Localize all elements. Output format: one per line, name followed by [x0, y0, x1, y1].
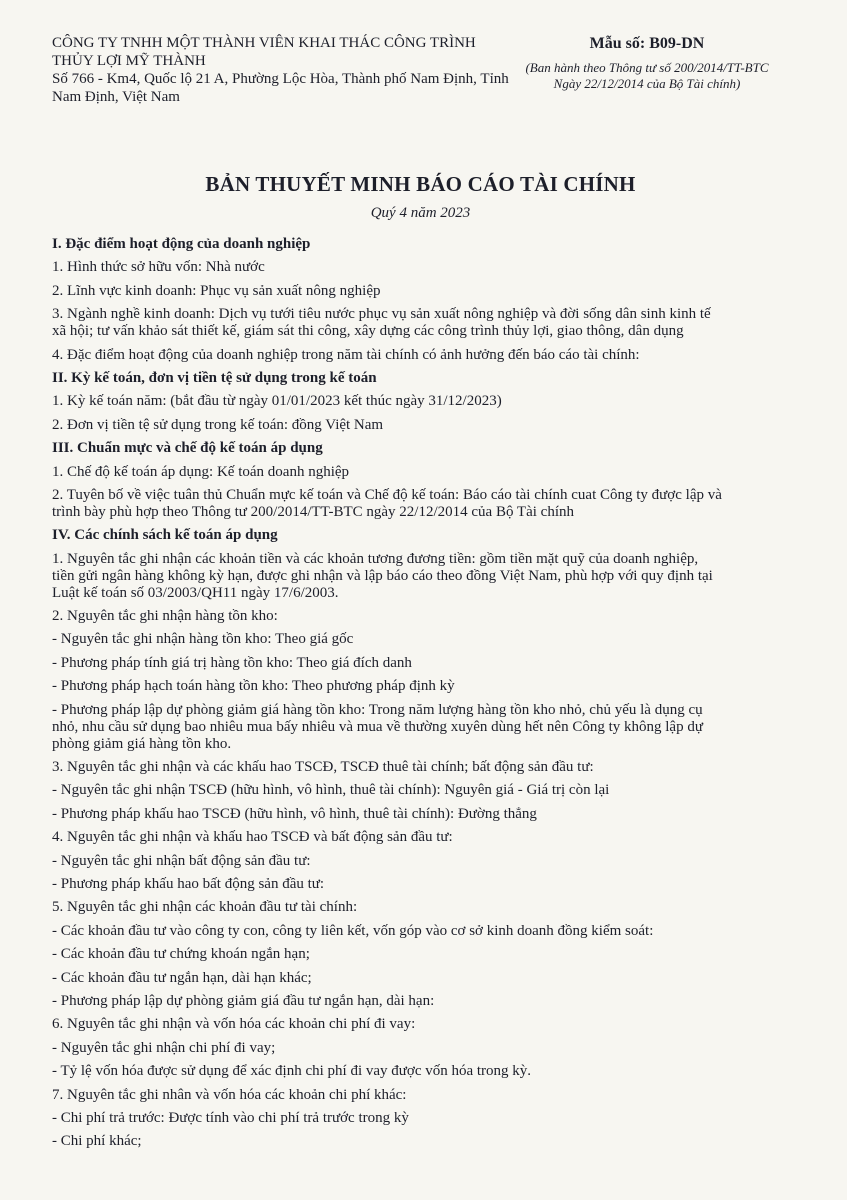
body-line: 2. Lĩnh vực kinh doanh: Phục vụ sản xuất nông nghiệp	[52, 282, 381, 299]
body-line: 2. Nguyên tắc ghi nhận hàng tồn kho:	[52, 608, 278, 625]
body-line: 7. Nguyên tắc ghi nhân và vốn hóa các khoản chi phí khác:	[52, 1086, 407, 1103]
company-address-line-1: Số 766 - Km4, Quốc lộ 21 A, Phường Lộc Hòa, Thành phố Nam Định, Tỉnh	[52, 71, 509, 87]
body-line: - Phương pháp hạch toán hàng tồn kho: Theo phương pháp định kỳ	[52, 678, 455, 695]
body-line: - Tỷ lệ vốn hóa được sử dụng để xác định chi phí đi vay được vốn hóa trong kỳ.	[52, 1063, 532, 1080]
line-part: xã hội; tư vấn khảo sát thiết kế, giám sát thi công, xây dựng các công trình thủy lợi, giao thông, dân dụng	[52, 323, 684, 340]
form-note-line-1: (Ban hành theo Thông tư số 200/2014/TT-BTC	[525, 60, 769, 75]
body-line: - Nguyên tắc ghi nhận bất động sản đầu tư:	[52, 852, 311, 869]
line-part: - Phương pháp lập dự phòng giảm giá hàng tồn kho: Trong năm lượng hàng tồn kho nhỏ, chủ yếu là dụng cụ	[52, 701, 703, 718]
body-line: 4. Nguyên tắc ghi nhận và khấu hao TSCĐ và bất động sản đầu tư:	[52, 829, 453, 846]
body-line: - Nguyên tắc ghi nhận chi phí đi vay;	[52, 1039, 276, 1056]
document-header	[52, 34, 789, 104]
body-line: - Chi phí trả trước: Được tính vào chi phí trả trước trong kỳ	[52, 1109, 409, 1126]
body-line	[52, 551, 789, 602]
body-line: 1. Kỳ kế toán năm: (bắt đầu từ ngày 01/01/2023 kết thúc ngày 31/12/2023)	[52, 393, 502, 410]
line-part: 1. Nguyên tắc ghi nhận các khoản tiền và các khoản tương đương tiền: gồm tiền mặt quỹ của doanh nghiệp,	[52, 550, 699, 567]
section-heading: III. Chuẩn mực và chế độ kế toán áp dụng	[52, 440, 323, 457]
line-part: phòng giảm giá hàng tồn kho.	[52, 735, 232, 752]
section-heading: I. Đặc điểm hoạt động của doanh nghiệp	[52, 236, 311, 252]
body-line: 6. Nguyên tắc ghi nhận và vốn hóa các khoản chi phí đi vay:	[52, 1016, 416, 1033]
line-part: Luật kế toán số 03/2003/QH11 ngày 17/6/2003.	[52, 584, 339, 601]
company-info	[52, 34, 522, 106]
body-line: 1. Hình thức sở hữu vốn: Nhà nước	[52, 259, 265, 276]
document-body	[52, 236, 789, 1150]
company-address-line-2: Nam Định, Việt Nam	[52, 89, 180, 105]
form-info	[522, 34, 772, 92]
body-line: - Các khoản đầu tư chứng khoán ngắn hạn;	[52, 946, 310, 963]
line-part: nhỏ, nhu cầu sử dụng bao nhiêu mua bấy nhiêu và mua về thường xuyên dùng hết nên Công ty không lập dự	[52, 718, 703, 735]
body-line: - Chi phí khác;	[52, 1133, 142, 1150]
line-part: trình bày phù hợp theo Thông tư 200/2014/TT-BTC ngày 22/12/2014 của Bộ Tài chính	[52, 503, 574, 520]
line-part: tiền gửi ngân hàng không kỳ hạn, được ghi nhận và lập báo cáo theo đồng Việt Nam, phù hợp với quy định tại	[52, 567, 713, 584]
body-line: 1. Chế độ kế toán áp dụng: Kế toán doanh nghiệp	[52, 463, 350, 480]
body-line: - Các khoản đầu tư vào công ty con, công ty liên kết, vốn góp vào cơ sở kinh doanh đồng kiểm soát:	[52, 922, 654, 939]
body-line: - Phương pháp lập dự phòng giảm giá đầu tư ngắn hạn, dài hạn:	[52, 992, 435, 1009]
document-title: BẢN THUYẾT MINH BÁO CÁO TÀI CHÍNH	[205, 172, 636, 196]
body-line: - Nguyên tắc ghi nhận hàng tồn kho: Theo giá gốc	[52, 631, 354, 648]
line-part: 2. Tuyên bố về việc tuân thủ Chuẩn mực kế toán và Chế độ kế toán: Báo cáo tài chính cuat Công ty được lập và	[52, 486, 722, 503]
body-line: 5. Nguyên tắc ghi nhận các khoản đầu tư tài chính:	[52, 899, 358, 916]
body-line: - Nguyên tắc ghi nhận TSCĐ (hữu hình, vô hình, thuê tài chính): Nguyên giá - Giá trị còn lại	[52, 782, 610, 799]
section-heading: II. Kỳ kế toán, đơn vị tiền tệ sử dụng trong kế toán	[52, 369, 377, 386]
section-heading: IV. Các chính sách kế toán áp dụng	[52, 527, 278, 544]
body-line	[52, 487, 789, 521]
body-line	[52, 306, 789, 340]
body-line: 2. Đơn vị tiền tệ sử dụng trong kế toán: đồng Việt Nam	[52, 416, 384, 433]
body-line: - Phương pháp khấu hao TSCĐ (hữu hình, vô hình, thuê tài chính): Đường thẳng	[52, 805, 537, 822]
body-line: - Các khoản đầu tư ngắn hạn, dài hạn khác;	[52, 969, 312, 986]
line-part: 3. Ngành nghề kinh doanh: Dịch vụ tưới tiêu nước phục vụ sản xuất nông nghiệp và đời sống dân sinh kinh tế	[52, 306, 711, 323]
form-note-line-2: Ngày 22/12/2014 của Bộ Tài chính)	[553, 76, 741, 91]
body-line	[52, 702, 789, 753]
title-block	[52, 172, 789, 222]
body-line: - Phương pháp tính giá trị hàng tồn kho: Theo giá đích danh	[52, 654, 412, 671]
body-line: 3. Nguyên tắc ghi nhận và các khấu hao TSCĐ, TSCĐ thuê tài chính; bất động sản đầu tư:	[52, 759, 594, 776]
company-name-line-1: CÔNG TY TNHH MỘT THÀNH VIÊN KHAI THÁC CÔNG TRÌNH	[52, 35, 476, 51]
body-line: 4. Đặc điểm hoạt động của doanh nghiệp trong năm tài chính có ảnh hưởng đến báo cáo tài chính:	[52, 346, 640, 363]
body-line: - Phương pháp khấu hao bất động sản đầu tư:	[52, 875, 325, 892]
company-name-line-2: THỦY LỢI MỸ THÀNH	[52, 53, 206, 69]
document-subtitle: Quý 4 năm 2023	[370, 205, 471, 221]
form-code: Mẫu số: B09-DN	[589, 35, 705, 52]
